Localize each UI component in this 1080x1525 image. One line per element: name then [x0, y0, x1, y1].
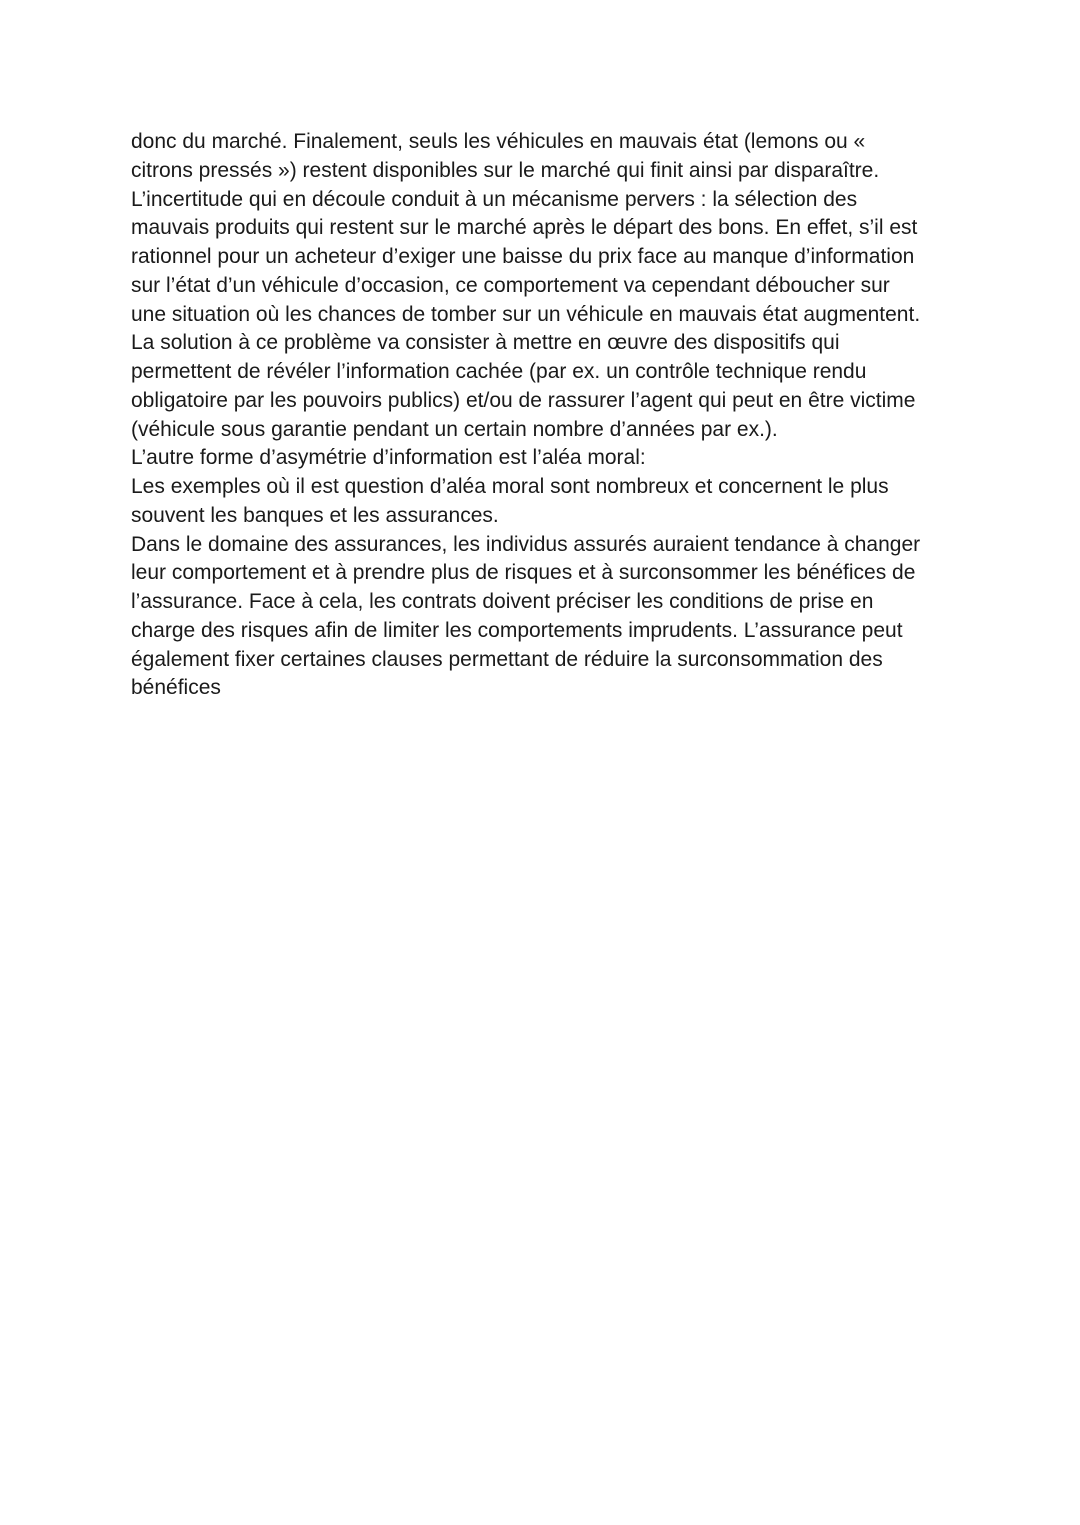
text-line: L’autre forme d’asymétrie d’information est l’aléa moral:	[131, 446, 646, 470]
text-line: rationnel pour un acheteur d’exiger une baisse du prix face au manque d’information	[131, 245, 915, 268]
text-line: également fixer certaines clauses permettant de réduire la surconsommation des	[131, 647, 883, 671]
text-line: charge des risques afin de limiter les comportements imprudents. L’assurance peut	[131, 618, 903, 642]
text-line: mauvais produits qui restent sur le marché après le départ des bons. En effet, s’il est	[131, 216, 918, 240]
text-line: l’assurance. Face à cela, les contrats doivent préciser les conditions de prise en	[131, 590, 874, 613]
text-line: Les exemples où il est question d’aléa moral sont nombreux et concernent le plus	[131, 475, 889, 498]
text-line: bénéfices	[131, 676, 221, 700]
text-line: leur comportement et à prendre plus de risques et à surconsommer les bénéfices de	[131, 561, 916, 585]
text-line: L’incertitude qui en découle conduit à un mécanisme pervers : la sélection des	[131, 187, 858, 211]
text-line: une situation où les chances de tomber sur un véhicule en mauvais état augmentent.	[131, 302, 921, 326]
text-line: Dans le domaine des assurances, les individus assurés auraient tendance à changer	[131, 532, 921, 556]
text-line: souvent les banques et les assurances.	[131, 503, 499, 527]
text-line: permettent de révéler l’information cachée (par ex. un contrôle technique rendu	[131, 360, 867, 383]
body-text	[131, 128, 961, 703]
text-line: obligatoire par les pouvoirs publics) et/ou de rassurer l’agent qui peut en être victime	[131, 388, 916, 412]
text-line: donc du marché. Finalement, seuls les véhicules en mauvais état (lemons ou «	[131, 130, 866, 153]
text-line: La solution à ce problème va consister à mettre en œuvre des dispositifs qui	[131, 331, 840, 355]
text-line: citrons pressés ») restent disponibles sur le marché qui finit ainsi par disparaître.	[131, 158, 880, 182]
text-line: (véhicule sous garantie pendant un certain nombre d’années par ex.).	[131, 417, 778, 441]
text-line: sur l’état d’un véhicule d’occasion, ce comportement va cependant déboucher sur	[131, 273, 890, 297]
